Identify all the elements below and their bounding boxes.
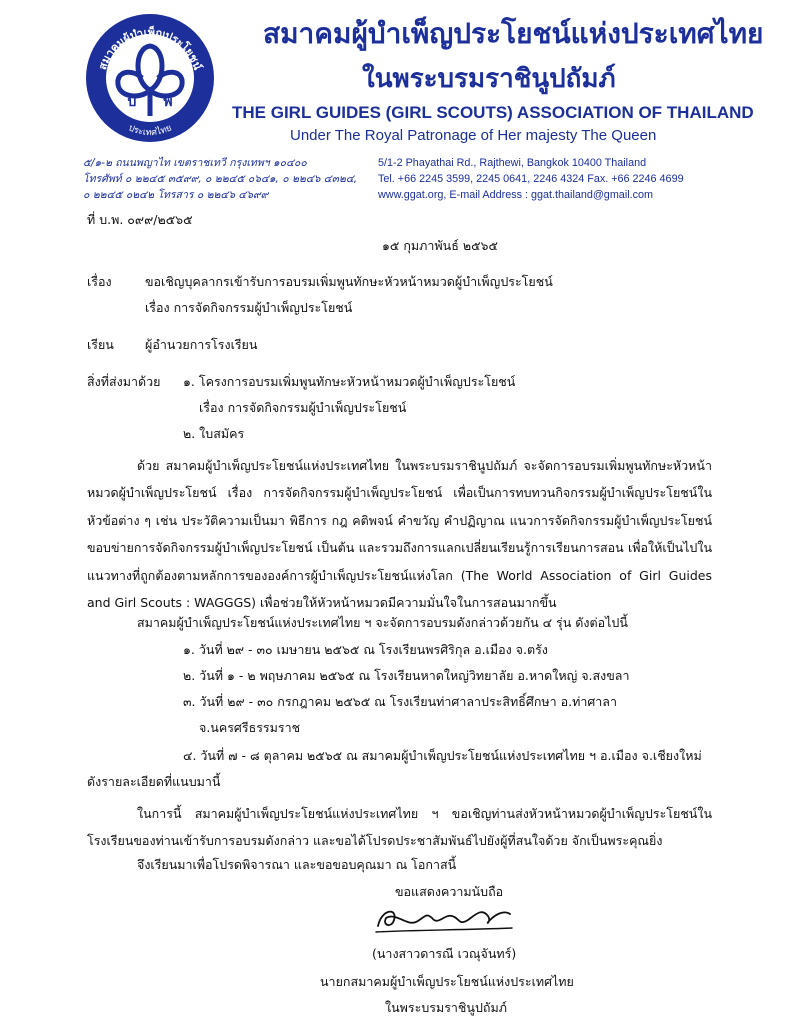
patronage-th: ในพระบรมราชินูปถัมภ์ — [362, 64, 616, 94]
address-en-line: www.ggat.org, E-mail Address : ggat.thailand@gmail.com — [378, 189, 654, 201]
org-name-th: สมาคมผู้บำเพ็ญประโยชน์แห่งประเทศไทย — [263, 17, 764, 50]
reference-number: ที่ บ.พ. ๐๙๙/๒๕๖๕ — [87, 212, 193, 227]
attached-note: ดังรายละเอียดที่แนบมานี้ — [87, 774, 221, 789]
body-paragraph: ในการนี้ สมาคมผู้บำเพ็ญประโยชน์แห่งประเทศไทย ฯ ขอเชิญท่านส่งหัวหน้าหมวดผู้บำเพ็ญประโยชน์ในโรงเรียนของท่านเข้ารับการอบรมดังกล่าว และขอได้โปรดประชาสัมพันธ์ไปยังผู้ที่สนใจด้วย จักเป็นพระคุณยิ่ง — [87, 806, 712, 849]
address-th-block — [83, 155, 373, 203]
org-name-en: THE GIRL GUIDES (GIRL SCOUTS) ASSOCIATION OF THAILAND — [232, 103, 754, 122]
trefoil-emblem-icon — [84, 12, 216, 144]
logo-ring-text-bottom: ประเทศไทย — [126, 123, 174, 139]
address-th-line: ๕/๑-๒ ถนนพญาไท เขตราชเทวี กรุงเทพฯ ๑๐๔๐๐ — [83, 157, 307, 169]
schedule-item: ๒. วันที่ ๑ - ๒ พฤษภาคม ๒๕๖๕ ณ โรงเรียนหาดใหญ่วิทยาลัย อ.หาดใหญ่ จ.สงขลา — [183, 668, 630, 683]
address-en-line: 5/1-2 Phayathai Rd., Rajthewi, Bangkok 10400 Thailand — [378, 157, 647, 169]
subject-line: ขอเชิญบุคลากรเข้ารับการอบรมเพิ่มพูนทักษะหัวหน้าหมวดผู้บำเพ็ญประโยชน์ — [145, 274, 553, 289]
schedule-intro: สมาคมผู้บำเพ็ญประโยชน์แห่งประเทศไทย ฯ จะจัดการอบรมดังกล่าวด้วยกัน ๔ รุ่น ดังต่อไปนี้ — [137, 615, 628, 630]
schedule-item: ๔. วันที่ ๗ - ๘ ตุลาคม ๒๕๖๕ ณ สมาคมผู้บำเพ็ญประโยชน์แห่งประเทศไทย ฯ อ.เมือง จ.เชียงใหม่ — [183, 748, 702, 763]
address-en-block — [378, 155, 778, 203]
schedule-item: ๑. วันที่ ๒๙ - ๓๐ เมษายน ๒๕๖๕ ณ โรงเรียนพรศิริกุล อ.เมือง จ.ตรัง — [183, 642, 548, 657]
body-paragraph: ด้วย สมาคมผู้บำเพ็ญประโยชน์แห่งประเทศไทย ในพระบรมราชินูปถัมภ์ จะจัดการอบรมเพิ่มพูนทักษะหัวหน้าหมวดผู้บำเพ็ญประโยชน์ เรื่อง การจัดกิจกรรมผู้บำเพ็ญประโยชน์ เพื่อเป็นการทบทวนกิจกรรมผู้บำเพ็ญประโยชน์ในหัวข้อต่าง ๆ เช่น ประวัติความเป็นมา พิธีการ กฎ คติพจน์ คำขวัญ คำปฏิญาณ แนวการจัดกิจกรรมผู้บำเพ็ญประโยชน์ ขอบข่ายการจัดกิจกรรมผู้บำเพ็ญประโยชน์ เป็นต้น และรวมถึงการแลกเปลี่ยนเรียนรู้การเรียนการสอน เพื่อให้เป็นไปในแนวทางที่ถูกต้องตามหลักการขององค์การผู้บำเพ็ญประโยชน์แห่งโลก (The World Association of Girl Guides and Girl Scouts : WAGGGS) เพื่อช่วยให้หัวหน้าหมวดมีความมั่นใจในการสอนมากขึ้น — [87, 458, 712, 611]
letter-date: ๑๕ กุมภาพันธ์ ๒๕๖๕ — [382, 238, 498, 253]
closing: ขอแสดงความนับถือ — [395, 884, 504, 899]
enclosure-item: ๑. โครงการอบรมเพิ่มพูนทักษะหัวหน้าหมวดผู้บำเพ็ญประโยชน์ — [183, 374, 516, 389]
schedule-item: ๓. วันที่ ๒๙ - ๓๐ กรกฎาคม ๒๕๖๕ ณ โรงเรียนท่าศาลาประสิทธิ์ศึกษา อ.ท่าศาลา — [183, 694, 617, 709]
enclosure-item: เรื่อง การจัดกิจกรรมผู้บำเพ็ญประโยชน์ — [199, 400, 407, 415]
address-th-line: โทรศัพท์ ๐ ๒๒๔๕ ๓๕๙๙, ๐ ๒๒๔๕ ๐๖๔๑, ๐ ๒๒๔๖ ๔๓๒๔, — [83, 173, 358, 185]
schedule-item: จ.นครศรีธรรมราช — [199, 720, 301, 735]
logo-letter-right: พ — [163, 94, 173, 110]
logo-letter-left: บ — [127, 94, 137, 110]
subject-label: เรื่อง — [87, 274, 112, 289]
patronage-en: Under The Royal Patronage of Her majesty The Queen — [290, 127, 657, 144]
address-th-line: ๐ ๒๒๔๕ ๐๒๔๒ โทรสาร ๐ ๒๒๔๖ ๔๖๙๙ — [83, 189, 269, 201]
signer-name: (นางสาวดารณี เวณุจันทร์) — [372, 946, 517, 961]
recipient: ผู้อำนวยการโรงเรียน — [145, 337, 258, 352]
signer-patronage: ในพระบรมราชินูปถัมภ์ — [385, 1000, 507, 1015]
address-en-line: Tel. +66 2245 3599, 2245 0641, 2246 4324 Fax. +66 2246 4699 — [378, 173, 684, 185]
logo-ring-text-top: สมาคมผู้บำเพ็ญประโยชน์ — [95, 25, 205, 72]
enclosure-label: สิ่งที่ส่งมาด้วย — [87, 374, 161, 389]
to-label: เรียน — [87, 337, 114, 352]
subject-line: เรื่อง การจัดกิจกรรมผู้บำเพ็ญประโยชน์ — [145, 300, 353, 315]
closing-request: จึงเรียนมาเพื่อโปรดพิจารณา และขอขอบคุณมา ณ โอกาสนี้ — [137, 857, 457, 872]
enclosure-item: ๒. ใบสมัคร — [183, 426, 245, 441]
signer-title: นายกสมาคมผู้บำเพ็ญประโยชน์แห่งประเทศไทย — [320, 974, 574, 989]
handwritten-signature — [372, 900, 522, 940]
